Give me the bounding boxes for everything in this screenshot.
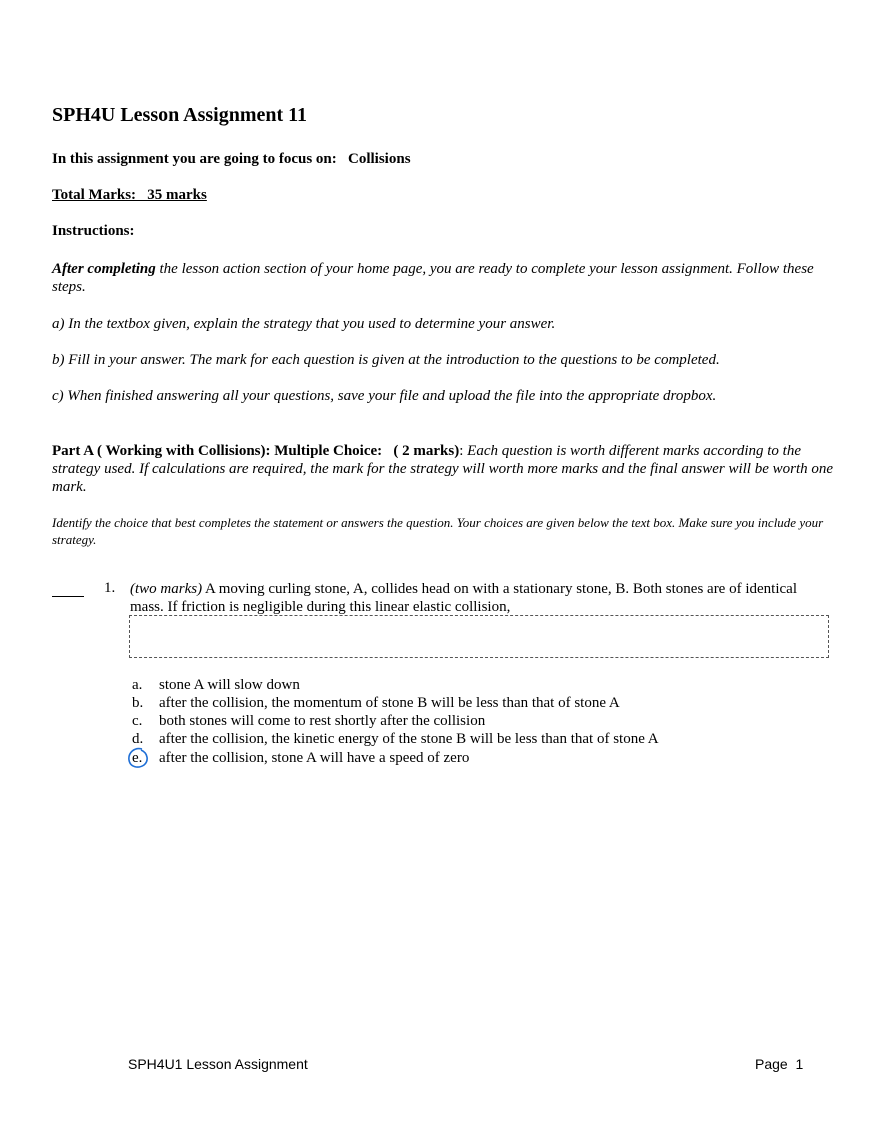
instructions-intro [52,260,842,296]
question-number: 1. [104,580,116,596]
choice-letter: d. [132,731,144,747]
step-c: c) When finished answering all your questions, save your file and upload the file into the appropriate dropbox. [52,388,717,404]
question-stem: A moving curling stone, A, collides head on with a stationary stone, B. Both stones are of identical mass. If friction is negligible during this linear elastic collision, [130,581,797,615]
part-a-colon: : [459,443,464,459]
choice-text: after the collision, the momentum of stone B will be less than that of stone A [159,695,620,711]
choice-text: both stones will come to rest shortly after the collision [159,713,486,729]
choice-text: after the collision, stone A will have a speed of zero [159,750,470,766]
strategy-textbox[interactable] [129,615,829,658]
question-text [130,580,830,616]
page-title: SPH4U Lesson Assignment 11 [52,104,308,126]
part-a-text: Each question is worth different marks according to the strategy used. If calculations are required, the mark for the strategy will worth more marks and the final answer will be worth one mark. [52,443,834,495]
intro-text: the lesson action section of your home page, you are ready to complete your lesson assignment. Follow these steps. [52,261,814,295]
choice-letter: b. [132,695,144,711]
after-completing-emphasis: After completing [52,261,156,277]
part-a-heading: Part A ( Working with Collisions): Multiple Choice: ( 2 marks) [52,443,460,459]
total-marks: Total Marks: 35 marks [52,187,207,203]
identify-instructions: Identify the choice that best completes the statement or answers the question. Your choices are given below the text box. Make sure you include your strategy. [52,515,824,547]
answer-blank[interactable] [52,584,84,597]
footer-left: SPH4U1 Lesson Assignment [128,1056,308,1072]
instructions-heading: Instructions: [52,223,135,239]
step-a: a) In the textbox given, explain the strategy that you used to determine your answer. [52,316,556,332]
choice-text: stone A will slow down [159,677,300,693]
choice-letter: a. [132,677,143,693]
selected-answer-circle [126,746,150,770]
choice-letter: e. [132,750,143,766]
choice-text: after the collision, the kinetic energy of the stone B will be less than that of stone A [159,731,659,747]
step-b: b) Fill in your answer. The mark for each question is given at the introduction to the questions to be completed. [52,352,720,368]
page-number: Page 1 [755,1056,804,1072]
question-marks-label: (two marks) [130,581,203,597]
focus-line: In this assignment you are going to focus on: Collisions [52,151,411,167]
part-a-intro [52,442,842,496]
choice-letter: c. [132,713,143,729]
